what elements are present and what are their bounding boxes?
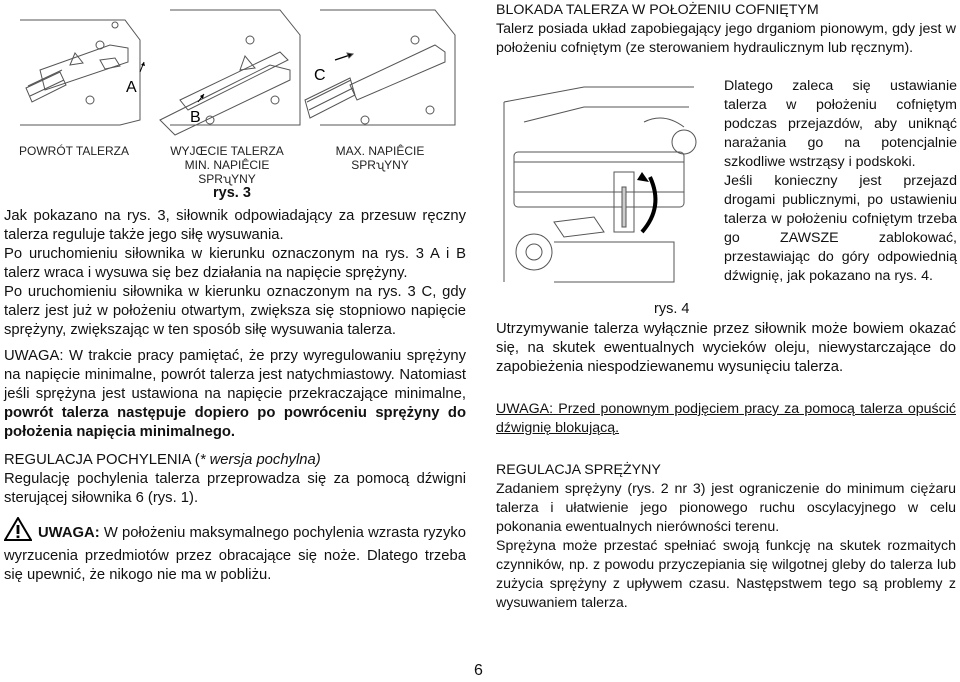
para-hold: Utrzymywanie talerza wyłącznie przez siłownik może bowiem okazać się, na skutek ewentualnych wycieków oleju, niewystarczające do zapobieżenia niespodziewanemu wysunięciu talerza.	[496, 321, 956, 375]
label-c: C	[314, 67, 326, 84]
caption-max-line2: SPRʯYNY	[351, 158, 409, 172]
para-uwaga-text: UWAGA: W trakcie pracy pamiętać, że przy wyregulowaniu sprężyny na napięcie minimalne, powrót talerza jest natychmiastowy. Natomiast jeśli sprężyna jest ustawiona na napięcie przekraczające minimalne,	[4, 348, 466, 402]
figure-3-title: rys. 3	[213, 185, 251, 201]
caption-max-line1: MAX. NAPIÊCIE	[335, 144, 425, 158]
para-intro: Jak pokazano na rys. 3, siłownik odpowiadający za przesuw ręczny talerza reguluje także jego siłę wysuwania.	[4, 208, 466, 243]
heading-tilt-italic: * wersja pochylna)	[199, 452, 321, 468]
para-lock: Talerz posiada układ zapobiegający jego drganiom pionowym, gdy jest w położeniu cofniętym (ze sterowaniem hydraulicznym lub ręcznym).	[496, 21, 956, 56]
para-spring	[496, 480, 956, 613]
para-uwaga-right	[496, 400, 956, 438]
para-side-2: Jeśli konieczny jest przejazd drogami publicznymi, po ustawieniu talerza w położeniu cofniętym trzeba go ZAWSZE zablokować, przestawiając do góry odpowiednią dźwignię, jak pokazano na rys. 4.	[724, 173, 957, 284]
warning-icon	[4, 517, 32, 547]
para-spring-2: Sprężyna może przestać spełniać swoją funkcję na skutek rozmaitych czynników, np. z powodu przyczepiania się wilgotnej gleby do talerza lub zużycia sprężyny z upływem czasu. Następstwem tego są problemy z wysuwaniem talerza.	[496, 538, 956, 611]
label-b: B	[190, 109, 201, 126]
para-ab: Po uruchomieniu siłownika w kierunku oznaczonym na rys. 3 A i B talerz wraca i wysuwa się bez działania na napięcie sprężyny.	[4, 246, 466, 281]
warning-label: UWAGA:	[38, 525, 100, 541]
figure-3	[0, 0, 470, 205]
caption-min-line2: MIN. NAPIÊCIE SPRʯYNY	[184, 158, 270, 186]
left-column	[4, 207, 466, 585]
heading-tilt-main: REGULACJA POCHYLENIA (	[4, 452, 200, 468]
para-uwaga-right-text: UWAGA: Przed ponownym podjęciem pracy za pomocą talerza opuścić dźwignię blokującą.	[496, 401, 956, 436]
caption-max	[330, 144, 430, 172]
para-c: Po uruchomieniu siłownika w kierunku oznaczonym na rys. 3 C, gdy talerz jest już w położeniu otwartym, zwiększa się stopniowo napięcie sprężyny, zwiększając w ten sposób siłę wysuwania talerza.	[4, 284, 466, 338]
figure-4-drawing	[494, 82, 706, 302]
figure-4	[494, 82, 706, 324]
label-a: A	[126, 79, 137, 96]
heading-tilt	[4, 451, 466, 470]
heading-spring: REGULACJA SPRĘŻYNY	[496, 462, 661, 478]
warning-text: W położeniu maksymalnego pochylenia wzrasta ryzyko wyrzucenia przedmiotów przez obracające się noże. Dlatego trzeba się upewnić, że nikogo nie ma w pobliżu.	[4, 525, 466, 583]
page-number: 6	[474, 662, 483, 679]
para-tilt: Regulację pochylenia talerza przeprowadza się za pomocą dźwigni sterującej siłownika 6 (rys. 1).	[4, 471, 466, 506]
para-uwaga-bold: powrót talerza następuje dopiero po powróceniu sprężyny do położenia napięcia minimalnego.	[4, 405, 466, 440]
caption-min	[162, 144, 292, 186]
figure-4-title: rys. 4	[654, 301, 690, 317]
caption-min-line1: WYJŒCIE TALERZA	[170, 144, 284, 158]
para-uwaga	[4, 347, 466, 442]
para-side	[724, 77, 957, 286]
caption-return: POWRÓT TALERZA	[18, 144, 129, 158]
para-side-1: Dlatego zaleca się ustawianie talerza w położeniu cofniętym podczas przejazdów, aby uniknąć narażania go na potencjalnie szkodliwe wstrząsy i podskoki.	[724, 78, 957, 170]
heading-lock: BLOKADA TALERZA W POŁOŻENIU COFNIĘTYM	[496, 2, 819, 18]
para-spring-1: Zadaniem sprężyny (rys. 2 nr 3) jest ograniczenie do minimum ciężaru talerza i ułatwienie jego pionowego ruchu oscylacyjnego w celu pokonania ewentualnych nierówności terenu.	[496, 481, 956, 535]
warning-block	[4, 517, 466, 585]
